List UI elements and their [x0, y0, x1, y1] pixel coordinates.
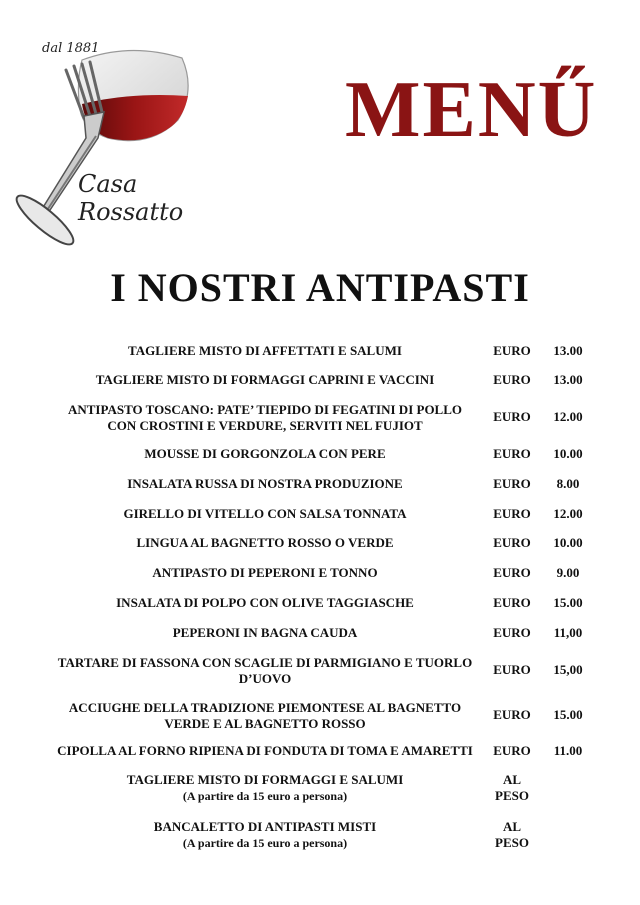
item-currency: EURO: [493, 535, 531, 550]
casa-rossatto-logo: [0, 20, 205, 255]
item-name: BANCALETTO DI ANTIPASTI MISTI (A partire da 15 euro a persona): [153, 819, 377, 850]
item-price: 11,00: [553, 625, 583, 640]
item-price: 10.00: [553, 446, 583, 461]
item-currency: EURO: [493, 372, 531, 387]
item-name: TAGLIERE MISTO DI FORMAGGI CAPRINI E VACCINI: [95, 372, 435, 387]
item-name: INSALATA RUSSA DI NOSTRA PRODUZIONE: [127, 476, 403, 491]
item-currency: EURO: [493, 446, 531, 461]
item-price: 13.00: [553, 343, 583, 358]
menu-title: MENŰ: [345, 66, 598, 154]
brand-name-line1: Casa: [78, 170, 138, 198]
item-price: 8.00: [556, 476, 580, 491]
wine-glass-fork-icon: [0, 20, 205, 255]
item-name: TAGLIERE MISTO DI AFFETTATI E SALUMI: [128, 343, 402, 358]
item-name: LINGUA AL BAGNETTO ROSSO O VERDE: [136, 535, 394, 550]
item-name: CIPOLLA AL FORNO RIPIENA DI FONDUTA DI TOMA E AMARETTI: [57, 743, 473, 758]
item-currency: EURO: [493, 662, 531, 677]
item-currency: AL PESO: [495, 772, 529, 803]
item-currency: EURO: [493, 743, 531, 758]
item-name: GIRELLO DI VITELLO CON SALSA TONNATA: [123, 506, 407, 521]
item-price: 10.00: [553, 535, 583, 550]
item-price: 15,00: [553, 662, 583, 677]
brand-name-line2: Rossatto: [78, 198, 184, 226]
item-price: 9.00: [556, 565, 580, 580]
item-name: ACCIUGHE DELLA TRADIZIONE PIEMONTESE AL BAGNETTO VERDE E AL BAGNETTO ROSSO: [68, 700, 462, 731]
item-name: MOUSSE DI GORGONZOLA CON PERE: [144, 446, 386, 461]
item-name: ANTIPASTO TOSCANO: PATE’ TIEPIDO DI FEGATINI DI POLLO CON CROSTINI E VERDURE, SERVITI NEL FUJIOT: [67, 402, 463, 433]
item-currency: EURO: [493, 707, 531, 722]
item-currency: EURO: [493, 595, 531, 610]
item-price: 15.00: [553, 595, 583, 610]
item-currency: EURO: [493, 565, 531, 580]
item-price: 12.00: [553, 409, 583, 424]
item-currency: EURO: [493, 625, 531, 640]
section-title: I NOSTRI ANTIPASTI: [110, 265, 530, 310]
item-currency: EURO: [493, 409, 531, 424]
item-currency: AL PESO: [495, 819, 529, 850]
item-name: TAGLIERE MISTO DI FORMAGGI E SALUMI (A partire da 15 euro a persona): [126, 772, 404, 803]
item-name: ANTIPASTO DI PEPERONI E TONNO: [152, 565, 378, 580]
item-price: 12.00: [553, 506, 583, 521]
item-name: TARTARE DI FASSONA CON SCAGLIE DI PARMIGIANO E TUORLO D’UOVO: [57, 655, 473, 686]
item-currency: EURO: [493, 476, 531, 491]
item-name: PEPERONI IN BAGNA CAUDA: [172, 625, 358, 640]
since-text: dal 1881: [42, 41, 100, 56]
item-currency: EURO: [493, 506, 531, 521]
item-price: 11.00: [553, 743, 583, 758]
item-name: INSALATA DI POLPO CON OLIVE TAGGIASCHE: [116, 595, 414, 610]
item-currency: EURO: [493, 343, 531, 358]
item-price: 15.00: [553, 707, 583, 722]
item-price: 13.00: [553, 372, 583, 387]
